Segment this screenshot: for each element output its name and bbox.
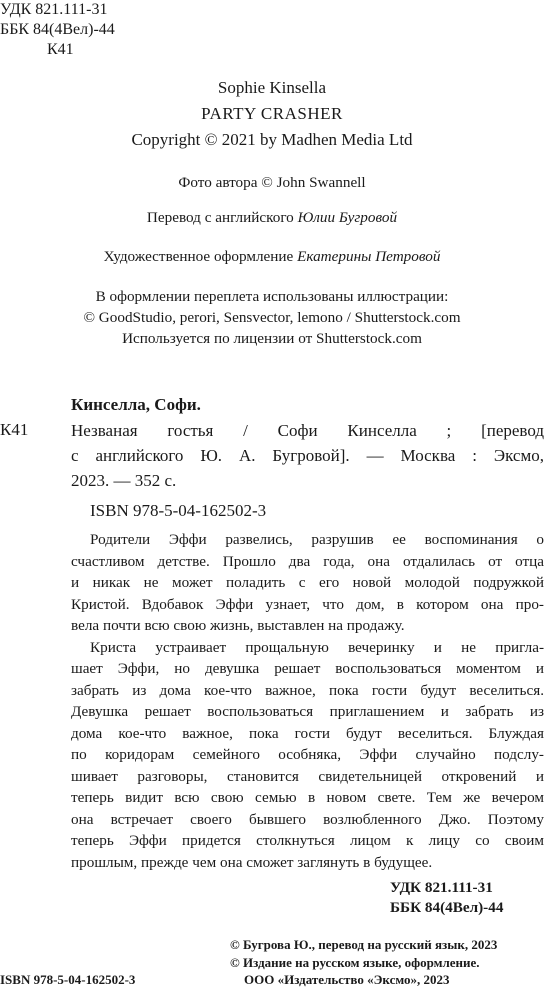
design-prefix: Художественное оформление	[103, 248, 294, 265]
annotation-line: теперь видит всю свою семью в новом свете. Тем же вечером	[71, 789, 544, 806]
bbk-code: ББК 84(4Вел)-44	[0, 21, 115, 38]
annotation-line: Криста устраивает прощальную вечеринку и не пригла-	[90, 638, 544, 656]
annotation	[71, 529, 544, 873]
bib-description	[71, 418, 544, 493]
annotation-line: шает Эффи, но девушка решает воспользоваться моментом и	[71, 660, 544, 677]
annotation-line: теперь Эффи придется столкнуться лицом к лицу со своим	[71, 832, 544, 849]
bib-isbn: ISBN 978-5-04-162502-3	[90, 501, 267, 520]
translation-prefix: Перевод с английского	[146, 209, 294, 226]
bbk-code-bottom: ББК 84(4Вел)-44	[390, 899, 504, 916]
bib-line: 2023. — 352 с.	[71, 471, 177, 490]
bib-author-mark: К41	[0, 420, 29, 439]
annotation-line: забрать из дома кое-что важное, пока гости будут веселиться.	[71, 681, 544, 699]
copyright-original: Copyright © 2021 by Madhen Media Ltd	[131, 130, 413, 149]
annotation-paragraph-1	[71, 529, 544, 637]
annotation-line: Девушка решает воспользоваться приглашением и забрать из	[71, 703, 544, 720]
annotation-paragraph-2	[71, 637, 544, 874]
translation-credit	[0, 207, 544, 229]
designer-name: Екатерины Петровой	[297, 248, 441, 265]
copyright-russian	[230, 936, 544, 989]
illustrations-line: Используется по лицензии от Shutterstock.com	[122, 330, 422, 347]
isbn-bottom: ISBN 978-5-04-162502-3	[0, 972, 136, 987]
annotation-line: Родители Эффи развелись, разрушив ее воспоминания о	[90, 531, 544, 548]
bib-line: с английского Ю. А. Бугровой]. — Москва : Эксмо,	[71, 446, 544, 465]
illustrations-credit	[0, 286, 544, 349]
original-edition	[0, 75, 544, 153]
illustrations-line: © GoodStudio, perori, Sensvector, lemono / Shutterstock.com	[83, 309, 461, 326]
design-credit	[0, 246, 544, 268]
annotation-line: прошлым, прежде чем она сможет заглянуть в будущее.	[71, 853, 433, 871]
annotation-line: и никак не может поладить с его новой молодой подружкой	[71, 574, 544, 591]
bib-line: Незваная гостья / Софи Кинселла ; [перевод	[71, 421, 544, 440]
copyright-line: ООО «Издательство «Эксмо», 2023	[244, 972, 450, 987]
annotation-line: вела почти всю свою жизнь, выставлен на продажу.	[71, 617, 405, 634]
annotation-line: дома кое-что важное, пока гости будут веселиться. Блуждая	[71, 724, 544, 742]
original-author: Sophie Kinsella	[217, 78, 327, 97]
annotation-line: шивает разговоры, становится свидетельницей откровений и	[71, 767, 544, 785]
annotation-line: счастливом детстве. Прошло два года, она отдалилась от отца	[71, 552, 544, 570]
classification-top	[0, 0, 200, 60]
photo-credit: Фото автора © John Swannell	[178, 174, 366, 191]
udk-code: УДК 821.111-31	[0, 1, 108, 18]
classification-bottom	[390, 878, 540, 918]
annotation-line: Кристой. Вдобавок Эффи узнает, что дом, в котором она про-	[71, 595, 544, 613]
author-mark: К41	[47, 41, 74, 58]
translator-name: Юлии Бугровой	[297, 209, 398, 226]
copyright-line: © Бугрова Ю., перевод на русский язык, 2023	[230, 937, 498, 952]
udk-code-bottom: УДК 821.111-31	[390, 879, 493, 896]
illustrations-line: В оформлении переплета использованы иллюстрации:	[95, 288, 449, 305]
annotation-line: она встречает своего бывшего возлюбленного Джо. Поэтому	[71, 810, 544, 828]
bib-heading: Кинселла, Софи.	[71, 395, 201, 414]
original-title: PARTY CRASHER	[201, 104, 343, 123]
annotation-line: по коридорам семейного особняка, Эффи случайно подслу-	[71, 746, 544, 763]
copyright-line: © Издание на русском языке, оформление.	[230, 954, 480, 970]
